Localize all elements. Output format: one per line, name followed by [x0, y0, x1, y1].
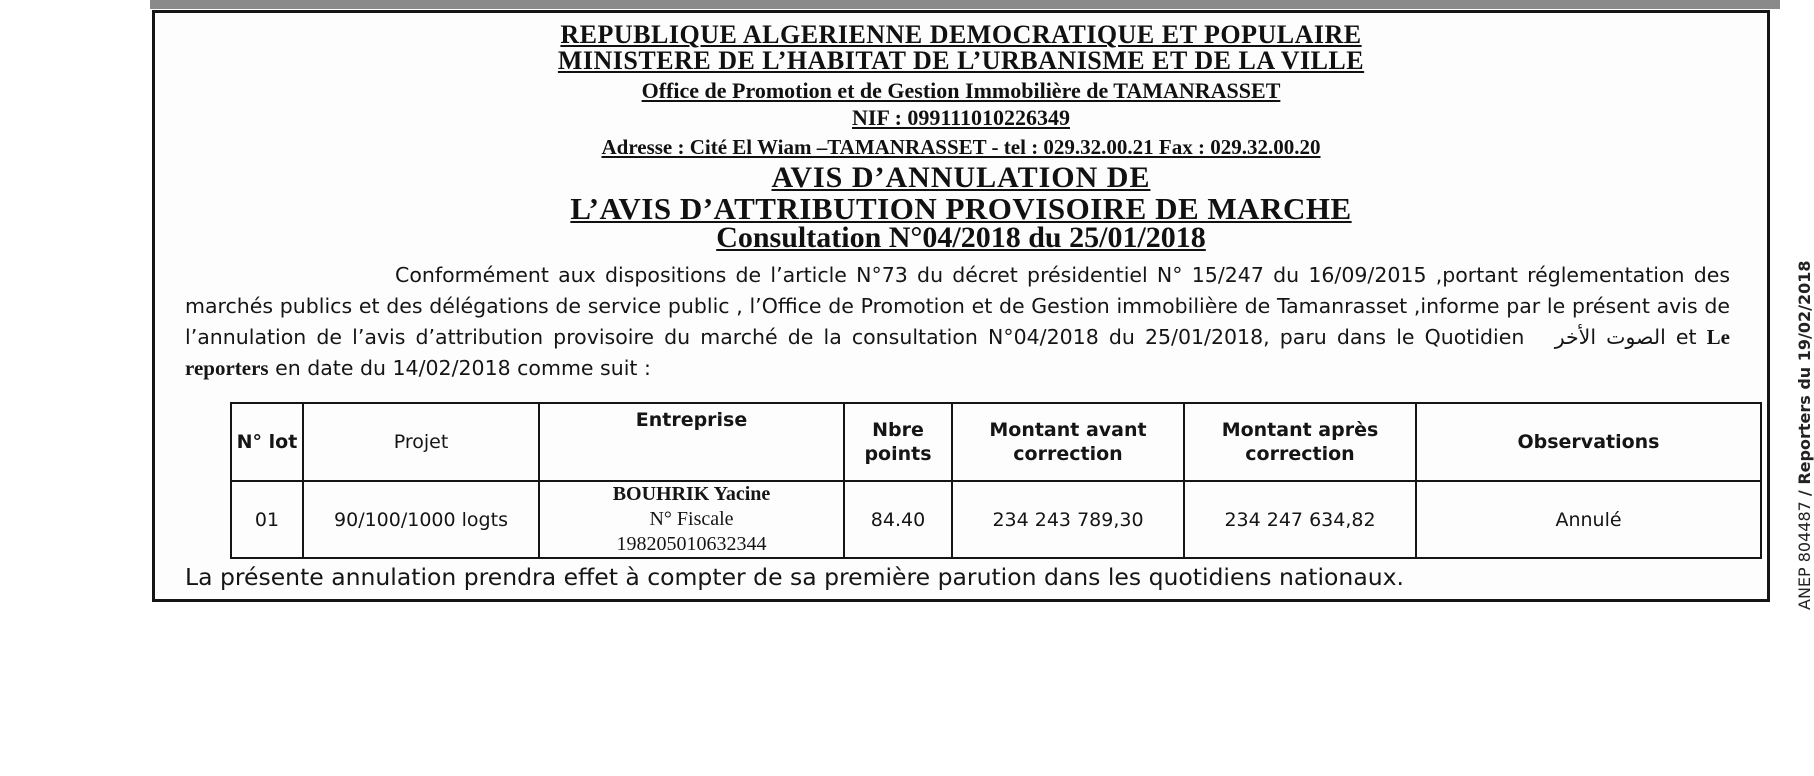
cell-entreprise — [539, 481, 844, 558]
cell-points: 84.40 — [844, 481, 952, 558]
header-entreprise: Entreprise — [539, 403, 844, 481]
publication-reference: / Reporters du 19/02/2018 — [1795, 260, 1814, 497]
office-heading: Office de Promotion et de Gestion Immobilière de TAMANRASSET — [641, 78, 1281, 103]
header-points: Nbre points — [844, 403, 952, 481]
notice-paragraph — [185, 260, 1730, 384]
notice-title-line1: AVIS D’ANNULATION DE — [771, 161, 1151, 194]
arabic-newspaper-name: الصوت الأخر — [1554, 325, 1666, 349]
entreprise-fiscal-number: 198205010632344 — [616, 533, 767, 555]
newspaper-name: Le reporters — [185, 325, 1730, 380]
closing-statement: La présente annulation prendra effet à compter de sa première parution dans les quotidiens nationaux. — [185, 563, 1404, 591]
paragraph-main-text: Conformément aux dispositions de l’article N°73 du décret présidentiel N° 15/247 du 16/09/2015 ,portant réglementation des marchés publics et des délégations de service public , l’Office de Promotion et de Gestion immobilière de Tamanrasset ,informe par le présent avis de l’annulation de l’avis d’attribution provisoire du marché de la consultation N°04/2018 du 25/01/2018, paru dans le Quotidien — [185, 263, 1730, 349]
cell-lot: 01 — [231, 481, 303, 558]
cell-observations: Annulé — [1416, 481, 1761, 558]
header-lot: N° lot — [231, 403, 303, 481]
cell-montant-avant: 234 243 789,30 — [952, 481, 1184, 558]
header-montant-avant: Montant avant correction — [952, 403, 1184, 481]
entreprise-fiscal-label: N° Fiscale — [649, 508, 734, 530]
header-projet: Projet — [303, 403, 539, 481]
top-rule — [150, 0, 1780, 9]
ministry-heading: MINISTERE DE L’HABITAT DE L’URBANISME ET DE LA VILLE — [557, 46, 1365, 75]
republic-heading: REPUBLIQUE ALGERIENNE DEMOCRATIQUE ET POPULAIRE — [560, 20, 1362, 49]
address-line: Adresse : Cité El Wiam –TAMANRASSET - tel : 029.32.00.21 Fax : 029.32.00.20 — [601, 135, 1321, 159]
results-table — [230, 402, 1762, 559]
notice-frame — [152, 10, 1770, 602]
consultation-title: Consultation N°04/2018 du 25/01/2018 — [716, 221, 1206, 254]
paragraph-end-text: en date du 14/02/2018 comme suit : — [275, 356, 651, 380]
anep-reference: ANEP 804487 — [1795, 501, 1814, 610]
header-observations: Observations — [1416, 403, 1761, 481]
table-header-row — [231, 403, 1761, 481]
side-reference — [1795, 260, 1814, 610]
notice-title-line2: L’AVIS D’ATTRIBUTION PROVISOIRE DE MARCHE — [570, 191, 1352, 226]
header-montant-apres: Montant après correction — [1184, 403, 1416, 481]
table-row — [231, 481, 1761, 558]
cell-projet: 90/100/1000 logts — [303, 481, 539, 558]
nif-line: NIF : 099111010226349 — [852, 105, 1070, 130]
conjunction: et — [1675, 325, 1697, 349]
entreprise-name: BOUHRIK Yacine — [612, 483, 771, 505]
cell-montant-apres: 234 247 634,82 — [1184, 481, 1416, 558]
